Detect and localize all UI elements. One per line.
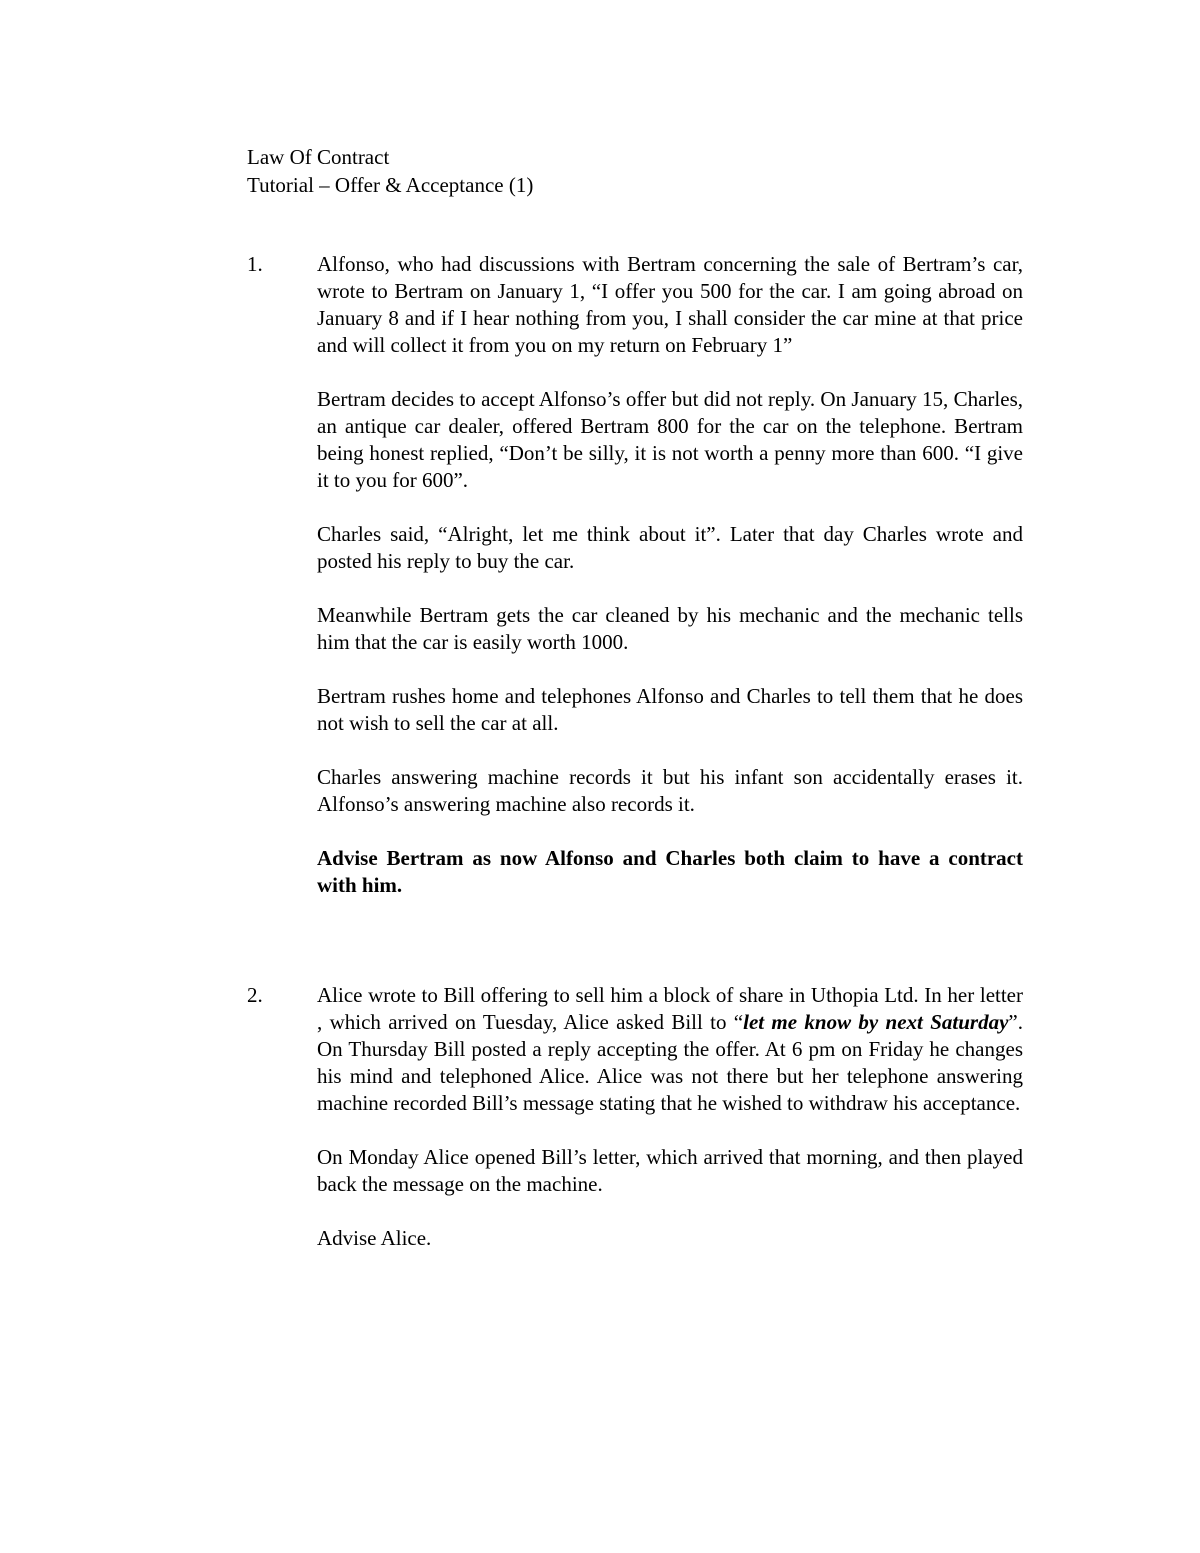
question-instruction: Advise Alice. xyxy=(317,1226,432,1250)
question-paragraph: Bertram decides to accept Alfonso’s offer but did not reply. On January 15, Charles, an antique car dealer, offered Bertram 800 for the car on the telephone. Bertram being honest replied, “Don’t be silly, it is not worth a penny more than 600. “I give it to you for 600”. xyxy=(317,387,1023,492)
question-paragraph: Meanwhile Bertram gets the car cleaned by his mechanic and the mechanic tells him that the car is easily worth 1000. xyxy=(317,603,1023,654)
paragraph-text: Alice wrote to Bill offering to sell him a block of share in Uthopia Ltd. In her letter , which arrived on Tuesday, Alice asked Bill to “ xyxy=(317,983,1023,1034)
document-title: Law Of Contract xyxy=(247,145,390,169)
question-paragraph: Bertram rushes home and telephones Alfonso and Charles to tell them that he does not wish to sell the car at all. xyxy=(317,684,1023,735)
document-header xyxy=(247,143,533,199)
question-paragraph: Alfonso, who had discussions with Bertram concerning the sale of Bertram’s car, wrote to Bertram on January 1, “I offer you 500 for the car. I am going abroad on January 8 and if I hear nothing from you, I shall consider the car mine at that price and will collect it from you on my return on February 1” xyxy=(317,252,1023,357)
question-paragraph: Charles answering machine records it but his infant son accidentally erases it. Alfonso’s answering machine also records it. xyxy=(317,765,1023,816)
question-number: 2. xyxy=(247,983,263,1007)
paragraph-text: ”. On Thursday Bill posted a reply accepting the offer. At 6 pm on Friday he changes his mind and telephoned Alice. Alice was not there but her telephone answering machine recorded Bill’s message stating that he wished to withdraw his acceptance. xyxy=(317,1010,1023,1115)
question-body xyxy=(317,251,1023,926)
quoted-deadline: let me know by next Saturday xyxy=(743,1010,1009,1034)
document-subtitle: Tutorial – Offer & Acceptance (1) xyxy=(247,173,534,197)
question-paragraph xyxy=(317,982,1023,1117)
question-number: 1. xyxy=(247,252,263,276)
question-paragraph: Charles said, “Alright, let me think about it”. Later that day Charles wrote and posted his reply to buy the car. xyxy=(317,522,1023,573)
question-instruction: Advise Bertram as now Alfonso and Charles both claim to have a contract with him. xyxy=(317,846,1023,897)
question-paragraph: On Monday Alice opened Bill’s letter, which arrived that morning, and then played back the message on the machine. xyxy=(317,1145,1023,1196)
question-body xyxy=(317,982,1023,1279)
